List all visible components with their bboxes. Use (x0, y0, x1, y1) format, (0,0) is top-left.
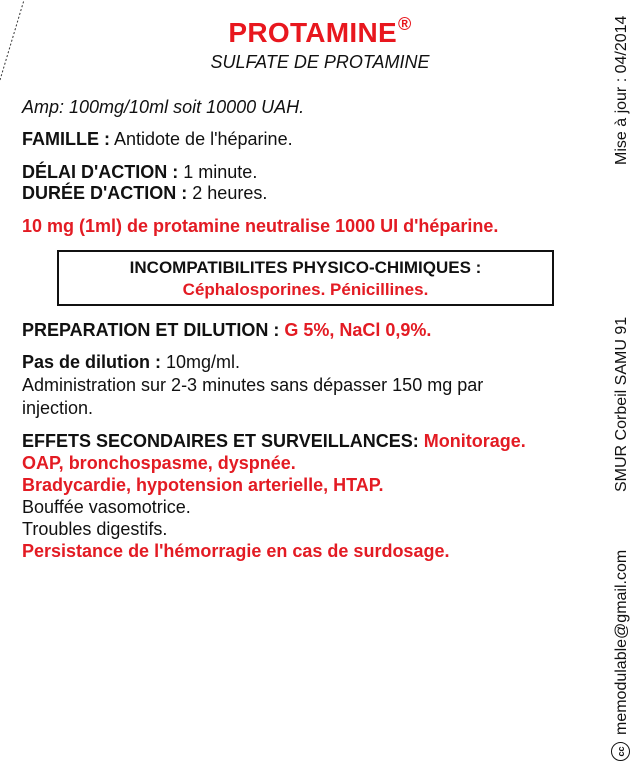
preparation-line (22, 320, 431, 341)
effets-bradycardie: Bradycardie, hypotension arterielle, HTAP. (22, 475, 384, 495)
neutralise-line: 10 mg (1ml) de protamine neutralise 1000 UI d'héparine. (22, 216, 499, 236)
preparation-label: PREPARATION ET DILUTION : (22, 320, 280, 340)
effets-persistance: Persistance de l'hémorragie en cas de surdosage. (22, 541, 450, 561)
effets-bouffee: Bouffée vasomotrice. (22, 497, 191, 517)
incompatibilites-box (57, 250, 554, 306)
famille-label: FAMILLE : (22, 129, 110, 149)
ampoule-line: Amp: 100mg/10ml soit 10000 UAH. (22, 97, 305, 117)
duree-line (22, 183, 267, 204)
delai-label: DÉLAI D'ACTION : (22, 162, 179, 182)
pas-dilution-value: 10mg/ml. (161, 352, 241, 372)
effets-oap: OAP, bronchospasme, dyspnée. (22, 453, 296, 473)
duree-value: 2 heures. (187, 183, 268, 203)
delai-line (22, 162, 257, 183)
duree-label: DURÉE D'ACTION : (22, 183, 188, 203)
effets-monitorage: Monitorage. (418, 431, 526, 451)
registered-mark: ® (398, 14, 412, 34)
effets-label: EFFETS SECONDAIRES ET SURVEILLANCES: (22, 431, 419, 451)
pas-dilution-line (22, 352, 240, 373)
mise-a-jour-text: Mise à jour : 04/2014 (613, 15, 630, 165)
drug-title (0, 14, 640, 49)
effets-troubles: Troubles digestifs. (22, 519, 168, 539)
smur-text: SMUR Corbeil SAMU 91 (613, 316, 630, 492)
email-text: memodulable@gmail.com (613, 549, 630, 735)
incompatibilites-title: INCOMPATIBILITES PHYSICO-CHIMIQUES : (129, 258, 482, 277)
administration-line-1: Administration sur 2-3 minutes sans dépasser 150 mg par (22, 375, 484, 395)
administration-line-2: injection. (22, 398, 94, 418)
drug-subtitle: SULFATE DE PROTAMINE (210, 52, 430, 72)
creative-commons-icon: cc (611, 742, 630, 761)
incompatibilites-value: Céphalosporines. Pénicillines. (182, 280, 429, 299)
famille-value: Antidote de l'héparine. (110, 129, 293, 149)
preparation-value: G 5%, NaCl 0,9%. (279, 320, 432, 340)
famille-line (22, 129, 293, 150)
delai-value: 1 minute. (178, 162, 258, 182)
pas-dilution-label: Pas de dilution : (22, 352, 162, 372)
drug-name: PROTAMINE (228, 17, 398, 48)
effets-line (22, 431, 526, 452)
